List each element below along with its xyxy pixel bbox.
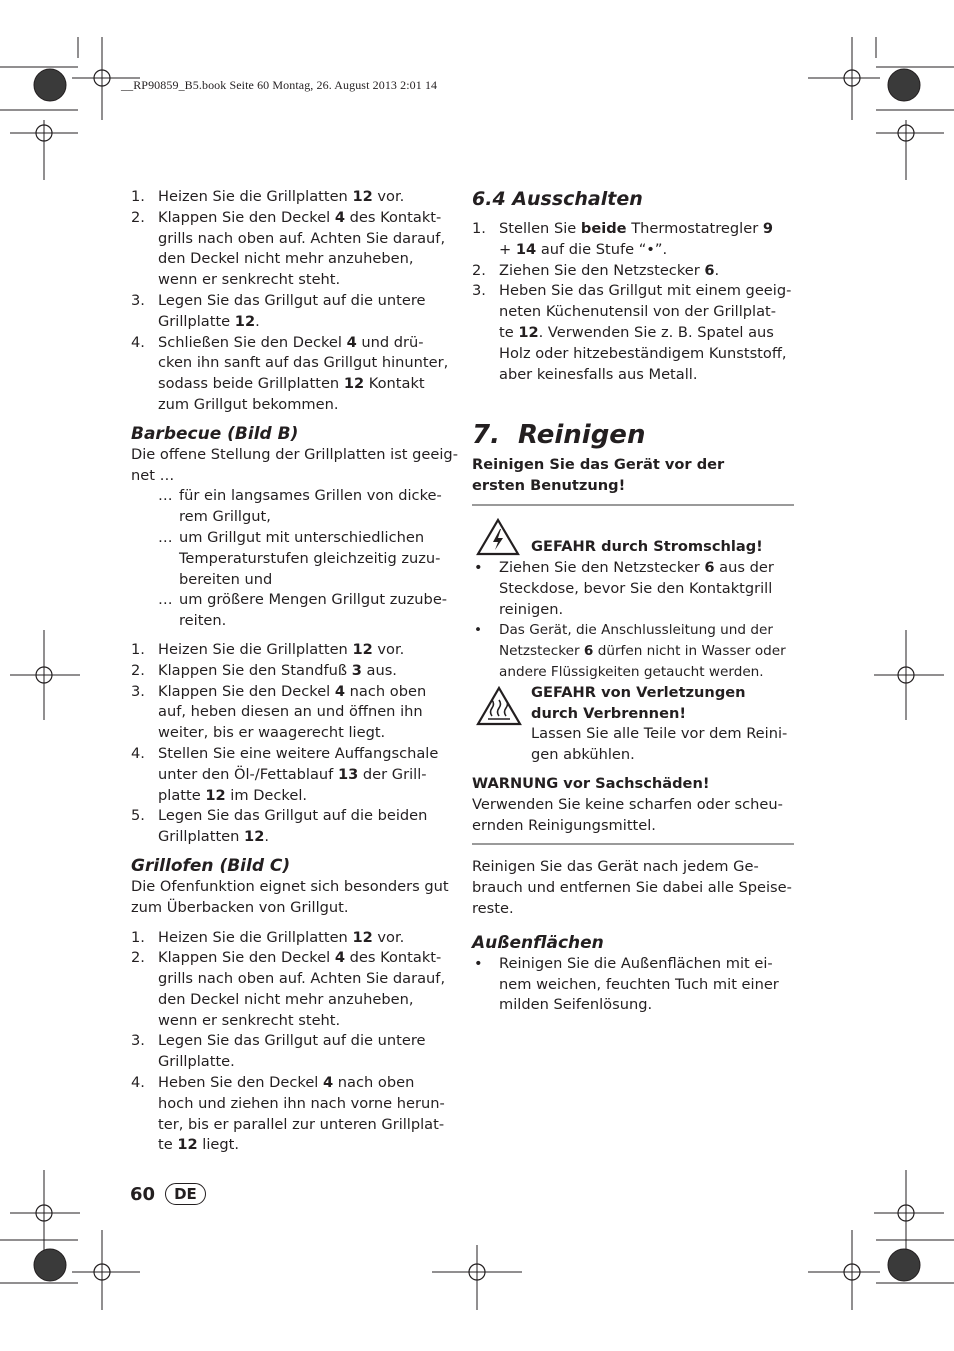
text-run: Schließen Sie den Deckel xyxy=(158,333,347,351)
text-run: Klappen Sie den Deckel xyxy=(158,682,335,700)
list-number: 3. xyxy=(131,1032,145,1050)
bold-reference: 6 xyxy=(583,643,594,660)
bold-reference: 6 xyxy=(704,261,715,279)
list-number: 3. xyxy=(131,291,145,309)
text-run: grills nach oben auf. Achten Sie darauf, xyxy=(158,229,446,247)
bold-reference: 4 xyxy=(334,682,346,700)
text-run: Klappen Sie den Standfuß xyxy=(158,661,352,679)
list-number: 2. xyxy=(131,208,145,226)
text-run: Stellen Sie eine weitere Auffangschale xyxy=(158,744,439,762)
text-run: Legen Sie das Grillgut auf die untere xyxy=(158,291,426,309)
barbecue-heading: Barbecue (Bild B) xyxy=(131,423,299,444)
section-6-4-heading: 6.4 Ausschalten xyxy=(472,188,643,210)
bullet-marker: • xyxy=(474,622,483,639)
list-item xyxy=(131,486,461,528)
ellipsis-marker: … xyxy=(158,591,173,609)
bold-reference: 12 xyxy=(234,312,256,330)
text-run: Heizen Sie die Grillplatten xyxy=(158,188,353,205)
warning-text: Verwenden Sie keine scharfen oder scheu- ernden Reinigungsmittel. xyxy=(472,795,783,834)
bold-reference: 4 xyxy=(334,208,346,226)
outside-heading: Außenflächen xyxy=(472,932,604,953)
list-ausschalten xyxy=(472,219,794,385)
text-run: Klappen Sie den Deckel xyxy=(158,208,335,226)
text-run: ter, bis er parallel zur unteren Grillplat- xyxy=(158,1115,445,1133)
text-run: den Deckel nicht mehr anzuheben, xyxy=(158,250,414,268)
text-run: grills nach oben auf. Achten Sie darauf, xyxy=(158,970,446,988)
text-run: wenn er senkrecht steht. xyxy=(158,271,341,289)
text-run: aus der xyxy=(714,558,774,576)
text-run: unter den Öl-/Fettablauf xyxy=(158,765,338,783)
text-run: Steckdose, bevor Sie den Kontaktgrill xyxy=(499,579,773,597)
burn-danger-heading: GEFAHR von Verletzungen durch Verbrennen! xyxy=(531,683,746,722)
list-item xyxy=(131,744,461,806)
list-number: 1. xyxy=(131,928,145,946)
list-number: 2. xyxy=(131,661,145,679)
list-item xyxy=(131,333,461,416)
outside-bullets xyxy=(472,954,794,1016)
list-item xyxy=(131,806,461,848)
section-7-title: Reinigen xyxy=(518,420,646,451)
text-run: im Deckel. xyxy=(225,786,308,804)
list-text: um Grillgut mit unterschiedlichen Temperaturstufen gleichzeitig zuzu- bereiten und xyxy=(179,528,441,588)
page-footer xyxy=(130,1183,206,1205)
barbecue-list xyxy=(131,486,461,632)
cleaning-text: Reinigen Sie das Gerät nach jedem Ge- brauch und entfernen Sie dabei alle Speise- reste. xyxy=(472,858,792,917)
text-run: Ziehen Sie den Netzstecker xyxy=(499,261,705,279)
text-run: . xyxy=(264,828,269,846)
text-run: aus. xyxy=(361,661,397,679)
bold-reference: 12 xyxy=(518,323,539,341)
bold-reference: 14 xyxy=(515,240,537,258)
list-item xyxy=(131,948,461,1031)
text-run: . xyxy=(714,261,720,279)
bold-reference: 6 xyxy=(704,558,715,576)
text-run: Kontakt xyxy=(364,375,425,393)
text-run: Legen Sie das Grillgut auf die beiden xyxy=(158,807,428,825)
bullet-item xyxy=(472,558,794,620)
text-run: liegt. xyxy=(197,1136,240,1154)
list-item xyxy=(131,1031,461,1073)
section-7-heading xyxy=(472,419,794,451)
text-run: Heben Sie das Grillgut mit einem geeig- xyxy=(499,282,792,300)
text-run: Ziehen Sie den Netzstecker xyxy=(499,558,705,576)
bold-reference: 3 xyxy=(351,661,362,679)
list-item xyxy=(131,590,461,632)
electric-danger-heading: GEFAHR durch Stromschlag! xyxy=(531,537,763,555)
text-run: weiter, bis er waagerecht liegt. xyxy=(158,724,386,742)
grillofen-intro: Die Ofenfunktion eignet sich besonders gut zum Überbacken von Grillgut. xyxy=(131,877,449,916)
bold-reference: 4 xyxy=(334,949,346,967)
list-item xyxy=(131,661,461,682)
barbecue-intro: Die offene Stellung der Grillplatten ist geeig- net … xyxy=(131,445,458,484)
text-run: Klappen Sie den Deckel xyxy=(158,949,335,967)
bold-reference: 4 xyxy=(323,1074,334,1092)
text-run: des Kontakt- xyxy=(345,949,442,967)
list-grillofen-steps xyxy=(131,928,461,1157)
text-run: . xyxy=(255,312,260,330)
page-number: 60 xyxy=(130,1183,156,1205)
language-badge: DE xyxy=(165,1183,206,1205)
text-run: cken ihn sanft auf das Grillgut hinunter, xyxy=(158,354,449,372)
text-run: Reinigen Sie die Außenflächen mit ei- xyxy=(499,954,773,972)
text-run: te xyxy=(158,1136,178,1154)
top-rule xyxy=(472,504,794,506)
bold-reference: 4 xyxy=(346,333,357,351)
text-run: sodass beide Grillplatten xyxy=(158,375,344,393)
bullet-marker: • xyxy=(474,954,483,972)
bullet-item xyxy=(472,620,794,682)
bullet-item xyxy=(472,954,794,1016)
text-run: und drü- xyxy=(356,333,424,351)
high-voltage-warning-icon xyxy=(476,518,520,556)
bold-reference: beide xyxy=(580,220,627,237)
bold-reference: 9 xyxy=(762,220,774,237)
text-run: Heizen Sie die Grillplatten xyxy=(158,640,353,658)
bold-reference: 12 xyxy=(352,928,373,946)
text-run: Netzstecker xyxy=(499,643,584,660)
text-run: Holz oder hitzebeständigem Kunststoff, xyxy=(499,344,787,362)
text-run: zum Grillgut bekommen. xyxy=(158,395,339,413)
bold-reference: 12 xyxy=(177,1136,198,1154)
grillofen-heading: Grillofen (Bild C) xyxy=(131,855,291,876)
ellipsis-marker: … xyxy=(158,528,173,546)
hot-surface-warning-icon xyxy=(476,686,522,726)
text-run: platte xyxy=(158,786,206,804)
text-run: Grillplatten xyxy=(158,828,245,846)
text-run: dürfen nicht in Wasser oder xyxy=(593,643,786,660)
text-run: Grillplatte. xyxy=(158,1053,235,1071)
list-number: 5. xyxy=(131,807,145,825)
list-number: 1. xyxy=(472,220,486,237)
list-number: 3. xyxy=(472,282,486,300)
list-text: um größere Mengen Grillgut zuzube- reiten. xyxy=(179,591,448,630)
text-run: vor. xyxy=(372,928,405,946)
list-item xyxy=(472,281,794,385)
list-number: 4. xyxy=(131,333,145,351)
first-use-note: Reinigen Sie das Gerät vor der ersten Benutzung! xyxy=(472,456,725,495)
burn-danger-text: Lassen Sie alle Teile vor dem Reini- gen abkühlen. xyxy=(531,725,788,764)
text-run: den Deckel nicht mehr anzuheben, xyxy=(158,990,414,1008)
text-run: + xyxy=(499,240,516,258)
list-number: 2. xyxy=(472,261,486,279)
text-run: Heben Sie den Deckel xyxy=(158,1074,323,1092)
ellipsis-marker: … xyxy=(158,487,173,505)
list-item xyxy=(131,640,461,661)
list-number: 1. xyxy=(131,188,145,205)
text-run: wenn er senkrecht steht. xyxy=(158,1011,341,1029)
text-run: reinigen. xyxy=(499,600,564,618)
text-run: te xyxy=(499,323,519,341)
text-run: vor. xyxy=(372,640,405,658)
text-run: hoch und ziehen ihn nach vorne herun- xyxy=(158,1094,445,1112)
electric-danger-bullets xyxy=(472,558,794,683)
bold-reference: 12 xyxy=(343,375,365,393)
text-run: andere Flüssigkeiten getaucht werden. xyxy=(499,663,764,680)
list-item xyxy=(131,528,461,590)
text-run: . Verwenden Sie z. B. Spatel aus xyxy=(538,323,774,341)
text-run: aber keinesfalls aus Metall. xyxy=(499,365,698,383)
list-item xyxy=(131,187,461,208)
burn-danger-block xyxy=(472,683,794,766)
list-item xyxy=(472,261,794,282)
right-column xyxy=(472,187,794,1016)
bold-reference: 12 xyxy=(244,828,265,846)
text-run: des Kontakt- xyxy=(345,208,442,226)
text-run: nach oben xyxy=(333,1074,415,1092)
text-run: Grillplatte xyxy=(158,312,235,330)
text-run: nem weichen, feuchten Tuch mit einer xyxy=(499,975,779,993)
list-item xyxy=(131,291,461,333)
list-number: 2. xyxy=(131,949,145,967)
list-number: 1. xyxy=(131,640,145,658)
text-run: vor. xyxy=(372,188,405,205)
text-run: Legen Sie das Grillgut auf die untere xyxy=(158,1032,426,1050)
bold-reference: 12 xyxy=(205,786,226,804)
list-number: 3. xyxy=(131,682,145,700)
list-item xyxy=(131,208,461,291)
text-run: Das Gerät, die Anschlussleitung und der xyxy=(499,622,773,639)
warning-heading: WARNUNG vor Sachschäden! xyxy=(472,774,710,792)
list-item xyxy=(472,219,794,261)
list-number: 4. xyxy=(131,1074,145,1092)
print-header: __RP90859_B5.book Seite 60 Montag, 26. August 2013 2:01 14 xyxy=(121,78,438,92)
bold-reference: 13 xyxy=(337,765,359,783)
list-item xyxy=(131,1073,461,1156)
text-run: auf die Stufe “•”. xyxy=(536,240,668,258)
list-number: 4. xyxy=(131,744,145,762)
list-contact-grill xyxy=(131,187,461,416)
text-run: Stellen Sie xyxy=(499,220,581,237)
text-run: nach oben xyxy=(345,682,427,700)
text-run: neten Küchenutensil von der Grillplat- xyxy=(499,303,777,321)
electric-danger-row xyxy=(472,518,794,558)
list-barbecue-steps xyxy=(131,640,461,848)
list-item xyxy=(131,928,461,949)
text-run: der Grill- xyxy=(358,765,427,783)
section-7-number: 7. xyxy=(472,420,500,451)
text-run: milden Seifenlösung. xyxy=(499,996,653,1014)
left-column xyxy=(131,187,461,1156)
bullet-marker: • xyxy=(474,558,483,576)
text-run: Heizen Sie die Grillplatten xyxy=(158,928,353,946)
list-text: für ein langsames Grillen von dicke- rem Grillgut, xyxy=(179,487,442,526)
text-run: auf, heben diesen an und öffnen ihn xyxy=(158,703,423,721)
bold-reference: 12 xyxy=(352,640,373,658)
bold-reference: 12 xyxy=(352,188,373,205)
list-item xyxy=(131,682,461,744)
text-run: Thermostatregler xyxy=(626,220,763,237)
